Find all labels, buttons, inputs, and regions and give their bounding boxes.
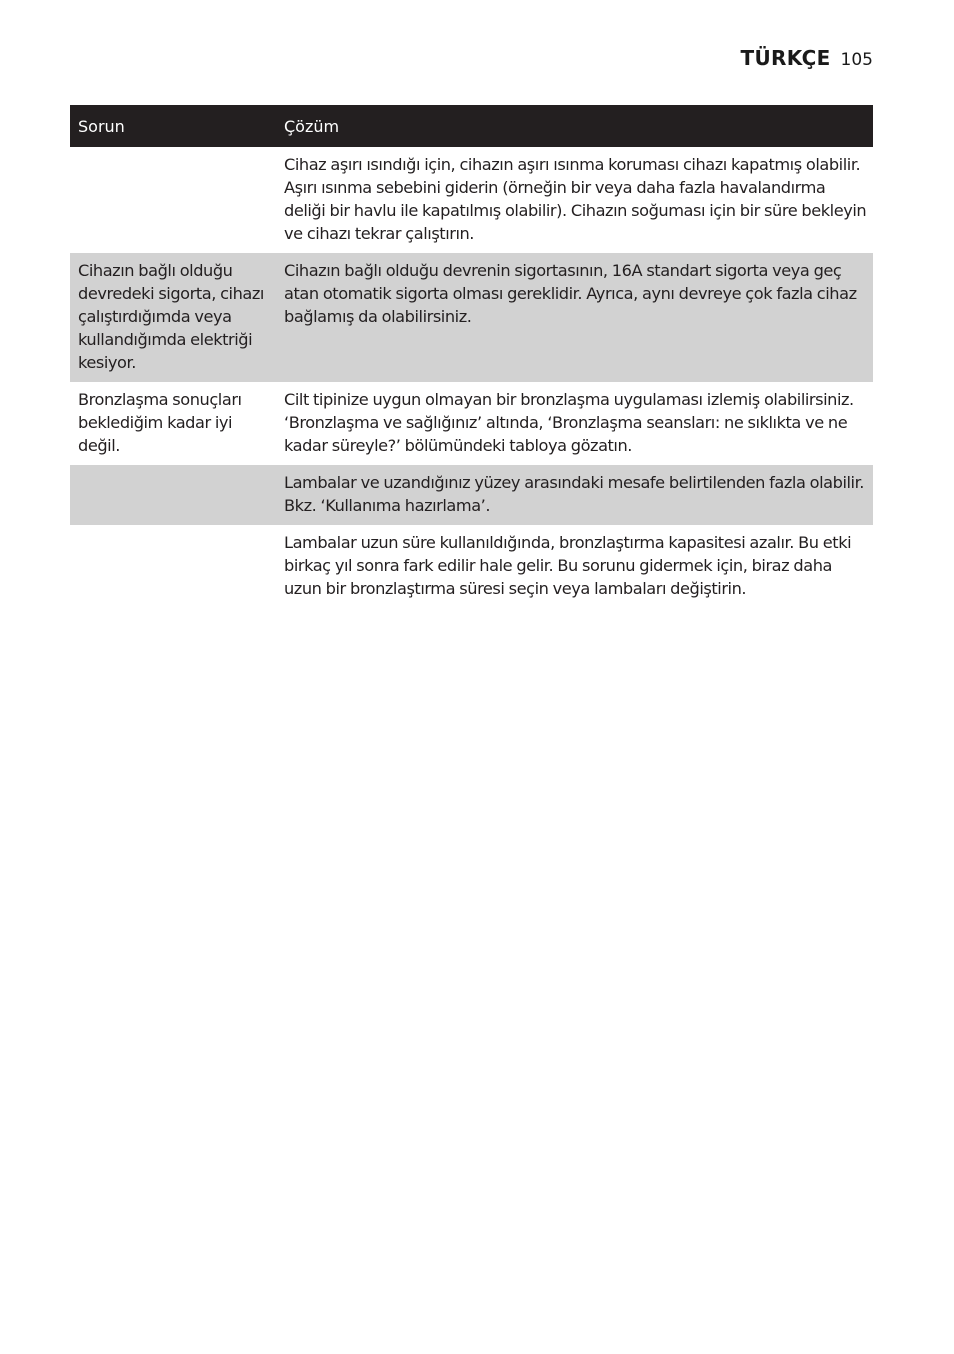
table-row xyxy=(70,525,873,608)
page-header xyxy=(741,46,873,70)
problem-cell: Cihazın bağlı olduğu devredeki sigorta, cihazı çalıştırdığımda veya kullandığımda elektriği kesiyor. xyxy=(70,253,276,382)
troubleshooting-table xyxy=(70,105,873,608)
column-header-problem: Sorun xyxy=(70,105,276,147)
table-header-row xyxy=(70,105,873,147)
problem-cell xyxy=(70,147,276,253)
solution-cell: Cihazın bağlı olduğu devrenin sigortasının, 16A standart sigorta veya geç atan otomatik sigorta olması gereklidir. Ayrıca, aynı devreye çok fazla cihaz bağlamış da olabilirsiniz. xyxy=(276,253,873,382)
table-row xyxy=(70,147,873,253)
solution-cell: Cihaz aşırı ısındığı için, cihazın aşırı ısınma koruması cihazı kapatmış olabilir. Aşırı ısınma sebebini giderin (örneğin bir veya daha fazla havalandırma deliği bir havlu ile kapatılmış olabilir). Cihazın soğuması için bir süre bekleyin ve cihazı tekrar çalıştırın. xyxy=(284,155,867,243)
problem-cell xyxy=(70,525,276,608)
column-header-solution: Çözüm xyxy=(276,105,873,147)
table-row xyxy=(70,253,873,382)
table-row xyxy=(70,382,873,465)
table-row xyxy=(70,465,873,525)
solution-cell: Lambalar ve uzandığınız yüzey arasındaki mesafe belirtilenden fazla olabilir. Bkz. ‘Kullanıma hazırlama’. xyxy=(276,465,873,525)
solution-cell: Lambalar uzun süre kullanıldığında, bronzlaştırma kapasitesi azalır. Bu etki birkaç yıl sonra fark edilir hale gelir. Bu sorunu gidermek için, biraz daha uzun bir bronzlaştırma süresi seçin veya lambaları değiştirin. xyxy=(284,533,852,598)
solution-cell: Cilt tipinize uygun olmayan bir bronzlaşma uygulaması izlemiş olabilirsiniz. ‘Bronzlaşma ve sağlığınız’ altında, ‘Bronzlaşma seansları: ne sıklıkta ve ne kadar süreyle?’ bölümündeki tabloya gözatın. xyxy=(284,390,854,455)
problem-cell xyxy=(70,465,276,525)
page-number: 105 xyxy=(840,50,873,70)
language-title: TÜRKÇE xyxy=(740,46,831,70)
problem-cell: Bronzlaşma sonuçları beklediğim kadar iyi değil. xyxy=(78,390,242,455)
